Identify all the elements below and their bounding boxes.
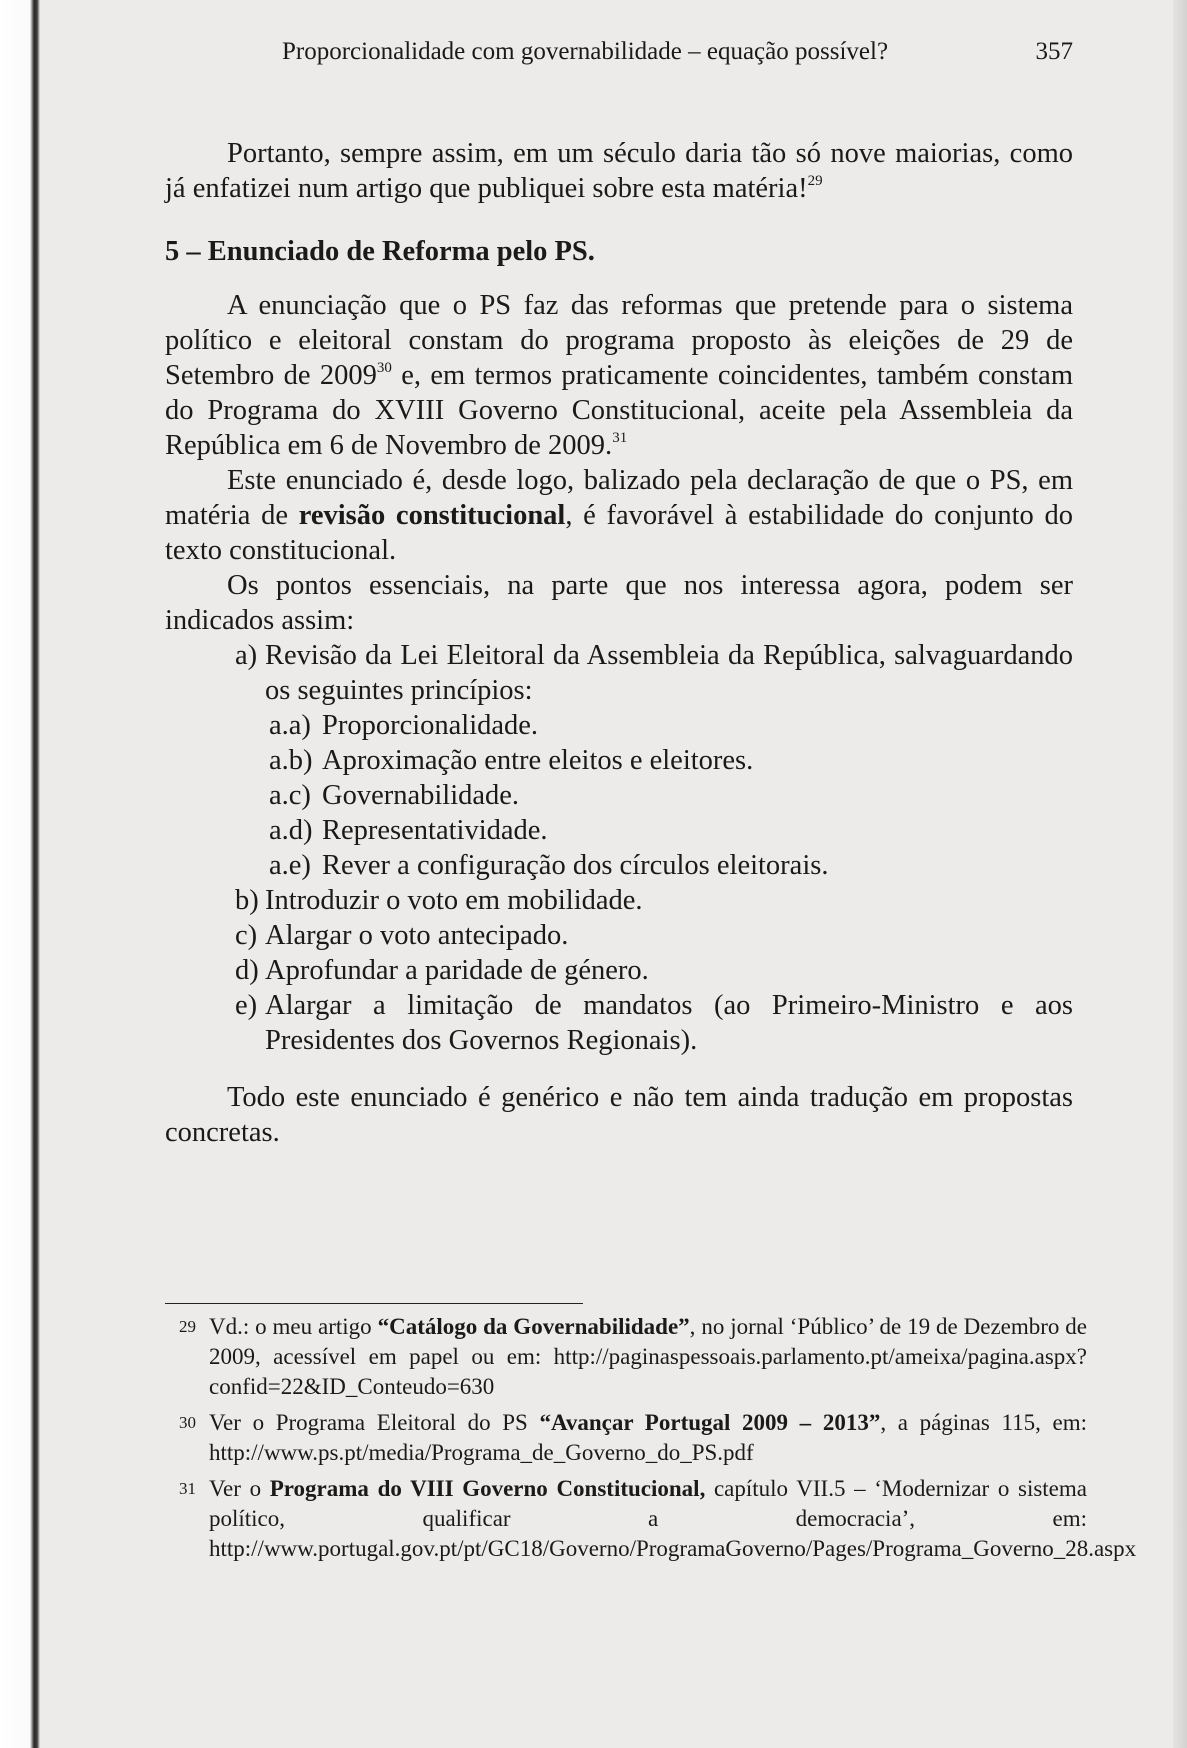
list-subitem: a.a) Proporcionalidade.	[269, 710, 539, 741]
list-item: c) Alargar o voto antecipado.	[235, 920, 569, 951]
spacer	[165, 1058, 1073, 1080]
list-subitem: a.d) Representatividade.	[269, 815, 548, 846]
list-marker: c)	[235, 920, 258, 951]
footnote-ref-29[interactable]: 29	[807, 173, 823, 189]
list-subitem: a.b) Aproximação entre eleitos e eleitores.	[269, 745, 754, 776]
list-item: e) Alargar a limitação de mandatos (ao Primeiro-Ministro e aos Presidentes dos Governos Regionais).	[235, 990, 1073, 1056]
footnote-31: 31 Ver o Programa do VIII Governo Constitucional, capítulo VII.5 – ‘Modernizar o sistema político, qualificar a democracia’, em: http://www.portugal.gov.pt/pt/GC18/Governo/ProgramaGoverno/Pages/Programa_Governo_28.aspx	[179, 1476, 1137, 1561]
book-spine	[0, 0, 40, 1748]
footnote-number: 31	[179, 1479, 196, 1498]
paragraph-4: Os pontos essenciais, na parte que nos interessa agora, podem ser indicados assim:	[165, 570, 1073, 636]
list-subitem: a.e) Rever a configuração dos círculos eleitorais.	[269, 850, 829, 881]
list-marker: a.a)	[269, 710, 311, 741]
body-text	[165, 136, 1073, 1150]
list-subitem: a.c) Governabilidade.	[269, 780, 520, 811]
running-title: Proporcionalidade com governabilidade – equação possível?	[282, 38, 889, 65]
list-marker: d)	[235, 955, 259, 986]
list-item: b) Introduzir o voto em mobilidade.	[235, 885, 643, 916]
list-item: a) Revisão da Lei Eleitoral da Assembleia da República, salvaguardando os seguintes princípios:	[235, 640, 1073, 706]
footnote-ref-31[interactable]: 31	[612, 430, 628, 446]
footnote-rule	[165, 1303, 583, 1304]
paragraph-1: Portanto, sempre assim, em um século daria tão só nove maiorias, como já enfatizei num artigo que publiquei sobre esta matéria!$^{29}$	[165, 138, 1073, 204]
list-marker: b)	[235, 885, 259, 916]
paragraph-5: Todo este enunciado é genérico e não tem ainda tradução em propostas concretas.	[165, 1082, 1073, 1148]
footnote-29: 29 Vd.: o meu artigo “Catálogo da Governabilidade”, no jornal ‘Público’ de 19 de Dezembro de 2009, acessível em papel ou em: http://paginaspessoais.parlamento.pt/ameixa/pagina.aspx?confid=22&ID_Conteudo=630	[179, 1314, 1088, 1399]
paragraph-2: A enunciação que o PS faz das reformas que pretende para o sistema político e eleitoral constam do programa proposto às eleições de 29 de Setembro de 2009$^{30}$ e, em termos praticamente coincidentes, também constam do Programa do XVIII Governo Constitucional, aceite pela Assembleia da República em 6 de Novembro de 2009.31	[165, 290, 1073, 461]
footnote-number: 30	[179, 1413, 196, 1432]
list-item: d) Aprofundar a paridade de género.	[235, 955, 649, 986]
paragraph-3: Este enunciado é, desde logo, balizado pela declaração de que o PS, em matéria de revisão constitucional, é favorável à estabilidade do conjunto do texto constitucional.	[165, 465, 1073, 566]
reform-list	[165, 638, 1073, 1058]
list-marker: a.e)	[269, 850, 311, 881]
page-edge	[1173, 0, 1187, 1748]
footnote-number: 29	[179, 1317, 196, 1336]
list-marker: a.d)	[269, 815, 313, 846]
bold-term: revisão constitucional	[298, 500, 566, 531]
section-heading: 5 – Enunciado de Reforma pelo PS.	[165, 236, 595, 267]
list-marker: e)	[235, 990, 258, 1021]
list-marker: a.c)	[269, 780, 311, 811]
footnote-ref-30[interactable]: 30	[376, 360, 392, 376]
page-number: 357	[1035, 38, 1073, 65]
list-marker: a)	[235, 640, 258, 671]
footnote-30: 30 Ver o Programa Eleitoral do PS “Avançar Portugal 2009 – 2013”, a páginas 115, em: http://www.ps.pt/media/Programa_de_Governo_do_PS.pdf	[179, 1410, 1087, 1465]
list-marker: a.b)	[269, 745, 313, 776]
footnotes	[165, 1312, 1137, 1570]
